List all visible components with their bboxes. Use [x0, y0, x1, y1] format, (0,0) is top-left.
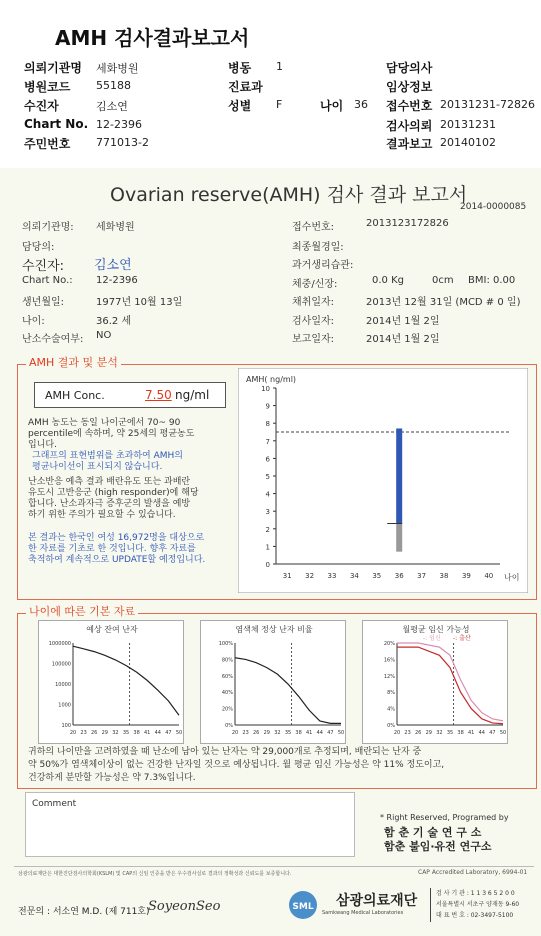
mini-x-tick-label: 29 — [425, 730, 432, 736]
s-collect-value: 2013년 12월 31일 (MCD # 0 일) — [366, 297, 521, 308]
cap-accreditation: CAP Accredited Laboratory, 6994-01 — [418, 869, 528, 876]
amh-conc-box — [34, 382, 226, 408]
mini-y-tick-label: 100000 — [51, 661, 71, 668]
s-bmi-value: BMI: 0.00 — [468, 275, 516, 286]
s-report-label: 보고일자: — [292, 334, 335, 345]
amh-x-axis-label: 나이 — [504, 573, 520, 582]
amh-x-tick-label: 32 — [305, 572, 315, 580]
amh-chart-frame — [238, 368, 528, 593]
ward-label: 병동 — [228, 61, 252, 75]
mini-x-tick-label: 44 — [478, 730, 485, 736]
mini-x-tick-label: 47 — [327, 730, 334, 736]
analysis-paragraph-2 — [28, 477, 205, 521]
mini-x-tick-label: 35 — [284, 730, 292, 736]
analysis-line: 평균나이선이 표시되지 않습니다. — [32, 462, 163, 472]
developer-2: 함춘 불임·유전 연구소 — [384, 840, 492, 853]
s-surgery-label: 난소수술여부: — [22, 334, 84, 345]
analysis-line: 그래프의 표현범위를 초과하여 AMH의 — [32, 451, 183, 461]
amh-chart — [238, 368, 528, 593]
s-age-value: 36.2 세 — [96, 316, 132, 327]
amh-y-tick-label: 2 — [265, 525, 270, 534]
mini-x-tick-label: 26 — [253, 730, 260, 736]
mini-chart-title: 예상 잔여 난자 — [86, 625, 138, 634]
amh-bar-lower — [396, 524, 402, 552]
amh-y-tick-label: 4 — [265, 490, 270, 499]
amh-x-tick-label: 34 — [349, 572, 359, 580]
mini-x-tick-label: 38 — [295, 730, 302, 736]
signature: SoyeonSeo — [148, 899, 221, 914]
amh-y-tick-label: 6 — [265, 455, 270, 464]
mini-y-tick-label: 40% — [221, 690, 233, 697]
analysis-line: 본 결과는 한국인 여성 16,972명을 대상으로 — [28, 533, 205, 543]
ward-value: 1 — [276, 60, 283, 73]
mini-x-tick-label: 41 — [306, 730, 313, 736]
amh-x-tick-label: 38 — [439, 572, 449, 580]
mini-x-tick-label: 26 — [415, 730, 422, 736]
mini-y-tick-label: 1000000 — [48, 641, 71, 647]
amh-y-tick-label: 3 — [265, 508, 270, 517]
mini-x-tick-label: 50 — [499, 730, 507, 736]
mini-y-tick-label: 100% — [218, 641, 233, 647]
mini-x-tick-label: 20 — [69, 730, 77, 736]
examinee-value: 김소연 — [96, 100, 128, 113]
license-no: 검 사 기 관 : 1 1 3 6 5 2 0 0 — [436, 890, 515, 897]
amh-y-tick-label: 0 — [265, 561, 270, 569]
amh-bar-range — [396, 428, 402, 523]
mini-legend-birth: -: 출산 — [453, 635, 471, 642]
amh-x-tick-label: 39 — [461, 572, 471, 580]
receipt-value: 20131231-72826 — [440, 98, 535, 111]
analysis-source-note — [28, 533, 205, 566]
report-date-value: 20140102 — [440, 136, 496, 149]
foundation-name-en: Samkwang Medical Laboratories — [322, 910, 404, 916]
mini-series-line — [397, 647, 503, 724]
mini-x-tick-label: 38 — [457, 730, 464, 736]
mini-x-tick-label: 20 — [231, 730, 239, 736]
mini-chart-title: 월평균 임신 가능성 — [402, 625, 470, 634]
s-receipt-value: 2013123172826 — [366, 218, 449, 229]
mini-series-line — [73, 646, 179, 715]
age-section-title: 나이에 따른 기본 자료 — [26, 603, 138, 619]
mini-x-tick-label: 44 — [316, 730, 323, 736]
mini-x-tick-label: 44 — [154, 730, 161, 736]
analysis-paragraph-1 — [28, 418, 205, 451]
s-report-value: 2014년 1월 2일 — [366, 334, 440, 345]
s-dob-label: 생년월일: — [22, 297, 65, 308]
amh-x-tick-label: 40 — [484, 572, 494, 580]
mini-x-tick-label: 29 — [263, 730, 270, 736]
amh-y-tick-label: 5 — [265, 473, 270, 481]
hospital-code-value: 55188 — [96, 79, 131, 92]
amh-unit: ng/ml — [175, 388, 210, 402]
mini-y-tick-label: 12% — [383, 673, 395, 680]
analysis-out-of-range-note — [32, 451, 205, 473]
institution-label: 의뢰기관명 — [24, 61, 82, 75]
mini-y-tick-label: 80% — [221, 657, 233, 664]
s-chart-value: 12-2396 — [96, 275, 138, 286]
analysis-line: 축적하여 계속적으로 UPDATE할 예정입니다. — [28, 555, 206, 565]
mini-y-tick-label: 1000 — [58, 702, 71, 709]
summary-line-1: 귀하의 나이만을 고려하였을 때 난소에 남아 있는 난자는 약 29,000개로 추정되며, 배란되는 난자 중 — [28, 747, 422, 757]
s-lmp-label: 최종월경일: — [292, 242, 344, 253]
phone: 대 표 번 호 : 02-3497-5100 — [436, 912, 514, 919]
mini-y-tick-label: 16% — [383, 657, 395, 664]
rights-text: * Right Reserved, Programed by — [380, 813, 509, 822]
mini-y-tick-label: 100 — [61, 723, 71, 729]
mini-y-tick-label: 8% — [387, 690, 395, 697]
clinical-label: 임상정보 — [386, 80, 433, 94]
s-test-value: 2014년 1월 2일 — [366, 316, 440, 327]
mini-x-tick-label: 47 — [165, 730, 172, 736]
summary-line-3: 건강하게 분만할 가능성은 약 7.3%입니다. — [28, 773, 196, 783]
s-surgery-value: NO — [96, 330, 112, 341]
report-title: AMH 검사결과보고서 — [55, 26, 250, 50]
amh-x-tick-label: 36 — [394, 572, 404, 580]
amh-y-tick-label: 8 — [265, 420, 270, 429]
sheet-title: Ovarian reserve(AMH) 검사 결과 보고서 — [110, 184, 468, 206]
amh-y-tick-label: 1 — [265, 543, 270, 552]
amh-value: 7.50 — [145, 388, 172, 402]
s-doctor-label: 담당의: — [22, 242, 55, 253]
mini-x-tick-label: 50 — [175, 730, 183, 736]
hospital-code-label: 병원코드 — [24, 80, 71, 94]
mini-y-tick-label: 0% — [225, 723, 233, 729]
mini-x-tick-label: 32 — [112, 730, 119, 736]
request-label: 검사의뢰 — [386, 119, 433, 133]
mini-x-tick-label: 38 — [133, 730, 140, 736]
doc-number: 2014-0000085 — [460, 202, 527, 212]
comment-label: Comment — [32, 799, 77, 809]
s-collect-label: 채취일자: — [292, 297, 335, 308]
analysis-line: 입니다. — [28, 440, 57, 450]
s-institution-value: 세화병원 — [96, 222, 135, 233]
mini-x-tick-label: 32 — [274, 730, 281, 736]
mini-x-tick-label: 29 — [101, 730, 108, 736]
mini-x-tick-label: 41 — [468, 730, 475, 736]
amh-section-title: AMH 결과 및 분석 — [26, 354, 121, 370]
mini-y-tick-label: 10000 — [55, 682, 71, 688]
s-body-label: 체중/신장: — [292, 279, 338, 290]
mini-x-tick-label: 23 — [242, 730, 249, 736]
request-value: 20131231 — [440, 118, 496, 131]
s-weight-value: 0.0 Kg — [372, 275, 404, 286]
amh-conc-label: AMH Conc. — [45, 389, 105, 402]
mini-legend-pregnancy: -: 임신 — [423, 635, 441, 642]
amh-x-tick-label: 31 — [282, 572, 292, 580]
mini-y-tick-label: 20% — [221, 706, 233, 713]
mini-x-tick-label: 32 — [436, 730, 443, 736]
amh-x-tick-label: 33 — [327, 572, 337, 580]
mini-y-tick-label: 0% — [387, 723, 395, 729]
mini-x-tick-label: 35 — [446, 730, 454, 736]
amh-x-tick-label: 37 — [417, 572, 427, 580]
footer-vertical-divider — [430, 888, 431, 922]
examinee-label: 수진자 — [24, 99, 59, 113]
sex-label: 성별 — [228, 99, 252, 113]
mini-y-tick-label: 4% — [387, 706, 395, 713]
foundation-name: 삼광의료재단 — [336, 893, 418, 909]
amh-y-tick-label: 9 — [265, 402, 270, 411]
s-height-value: 0cm — [432, 275, 454, 286]
comment-box — [25, 792, 355, 857]
normal-egg-ratio-chart — [200, 620, 346, 744]
mini-chart-title: 염색체 정상 난자 비율 — [235, 625, 313, 634]
s-examinee-label: 수진자: — [22, 259, 65, 274]
amh-chart-ylabel: AMH( ng/ml) — [246, 375, 297, 384]
dept-label: 진료과 — [228, 80, 263, 94]
s-receipt-label: 접수번호: — [292, 222, 335, 233]
footer-note: 삼광의료재단은 대한진단검사의학회(KSLM) 및 CAP의 신임 인증을 받은 우수검사실로 결과의 정확성과 신뢰도를 보증합니다. — [18, 871, 292, 877]
s-age-label: 나이: — [22, 316, 45, 327]
mini-x-tick-label: 35 — [122, 730, 130, 736]
analysis-line: AMH 농도는 동일 나이군에서 70~ 90 — [28, 418, 181, 428]
footer-divider — [14, 866, 534, 867]
s-institution-label: 의뢰기관명: — [22, 222, 74, 233]
s-test-label: 검사일자: — [292, 316, 335, 327]
amh-analysis-text — [28, 418, 205, 566]
chart-no-value: 12-2396 — [96, 118, 142, 131]
chart-no-label: Chart No. — [24, 117, 89, 131]
amh-x-tick-label: 35 — [372, 572, 382, 580]
receipt-label: 접수번호 — [386, 99, 433, 113]
scanned-report-sheet — [0, 168, 541, 936]
mini-series-line — [235, 658, 341, 724]
sml-logo-icon — [288, 890, 318, 920]
analysis-line: percentile에 속하며, 약 25세의 평균농도 — [28, 429, 195, 439]
s-chart-label: Chart No.: — [22, 275, 73, 286]
amh-y-tick-label: 7 — [265, 437, 270, 446]
analysis-line: 합니다. 난소과자극 증후군의 발생을 예방 — [28, 499, 191, 509]
developer-1: 함 춘 기 술 연 구 소 — [384, 826, 482, 839]
svg-text:SML: SML — [292, 902, 314, 912]
summary-line-2: 약 50%가 염색체이상이 없는 건강한 난자일 것으로 예상됩니다. 월 평균 임신 가능성은 약 11% 정도이고, — [28, 760, 445, 770]
institution-value: 세화병원 — [96, 62, 139, 75]
age-label: 나이 — [320, 99, 344, 113]
analysis-line: 하기 위한 주의가 필요할 수 있습니다. — [28, 510, 176, 520]
mini-x-tick-label: 20 — [393, 730, 401, 736]
s-examinee-value: 김소연 — [94, 258, 132, 273]
id-label: 주민번호 — [24, 137, 71, 151]
specialist: 전문의 : 서소연 M.D. (제 711호) — [18, 907, 150, 917]
id-value: 771013-2 — [96, 136, 149, 149]
sex-value: F — [276, 98, 283, 111]
mini-x-tick-label: 47 — [489, 730, 496, 736]
s-history-label: 과거생리습관: — [292, 260, 354, 271]
address: 서울특별시 서초구 양재동 9-60 — [436, 901, 520, 908]
s-dob-value: 1977년 10월 13일 — [96, 297, 183, 308]
report-date-label: 결과보고 — [386, 137, 433, 151]
amh-y-tick-label: 10 — [261, 385, 270, 393]
analysis-line: 유도시 고반응군 (high responder)에 해당 — [28, 488, 199, 498]
mini-y-tick-label: 20% — [383, 641, 395, 647]
doctor-label: 담당의사 — [386, 61, 433, 75]
analysis-line: 한 자료를 기초로 한 것입니다. 향후 자료를 — [28, 544, 196, 554]
mini-series-line — [397, 643, 503, 721]
mini-x-tick-label: 41 — [144, 730, 151, 736]
remaining-eggs-chart — [38, 620, 184, 744]
mini-x-tick-label: 50 — [337, 730, 345, 736]
mini-x-tick-label: 23 — [404, 730, 411, 736]
pregnancy-rate-chart — [362, 620, 508, 744]
mini-y-tick-label: 60% — [221, 673, 233, 680]
analysis-line: 난소반응 예측 결과 배란유도 또는 과배란 — [28, 477, 191, 487]
mini-x-tick-label: 26 — [91, 730, 98, 736]
age-summary-text — [28, 746, 444, 785]
mini-x-tick-label: 23 — [80, 730, 87, 736]
age-value: 36 — [354, 98, 368, 111]
